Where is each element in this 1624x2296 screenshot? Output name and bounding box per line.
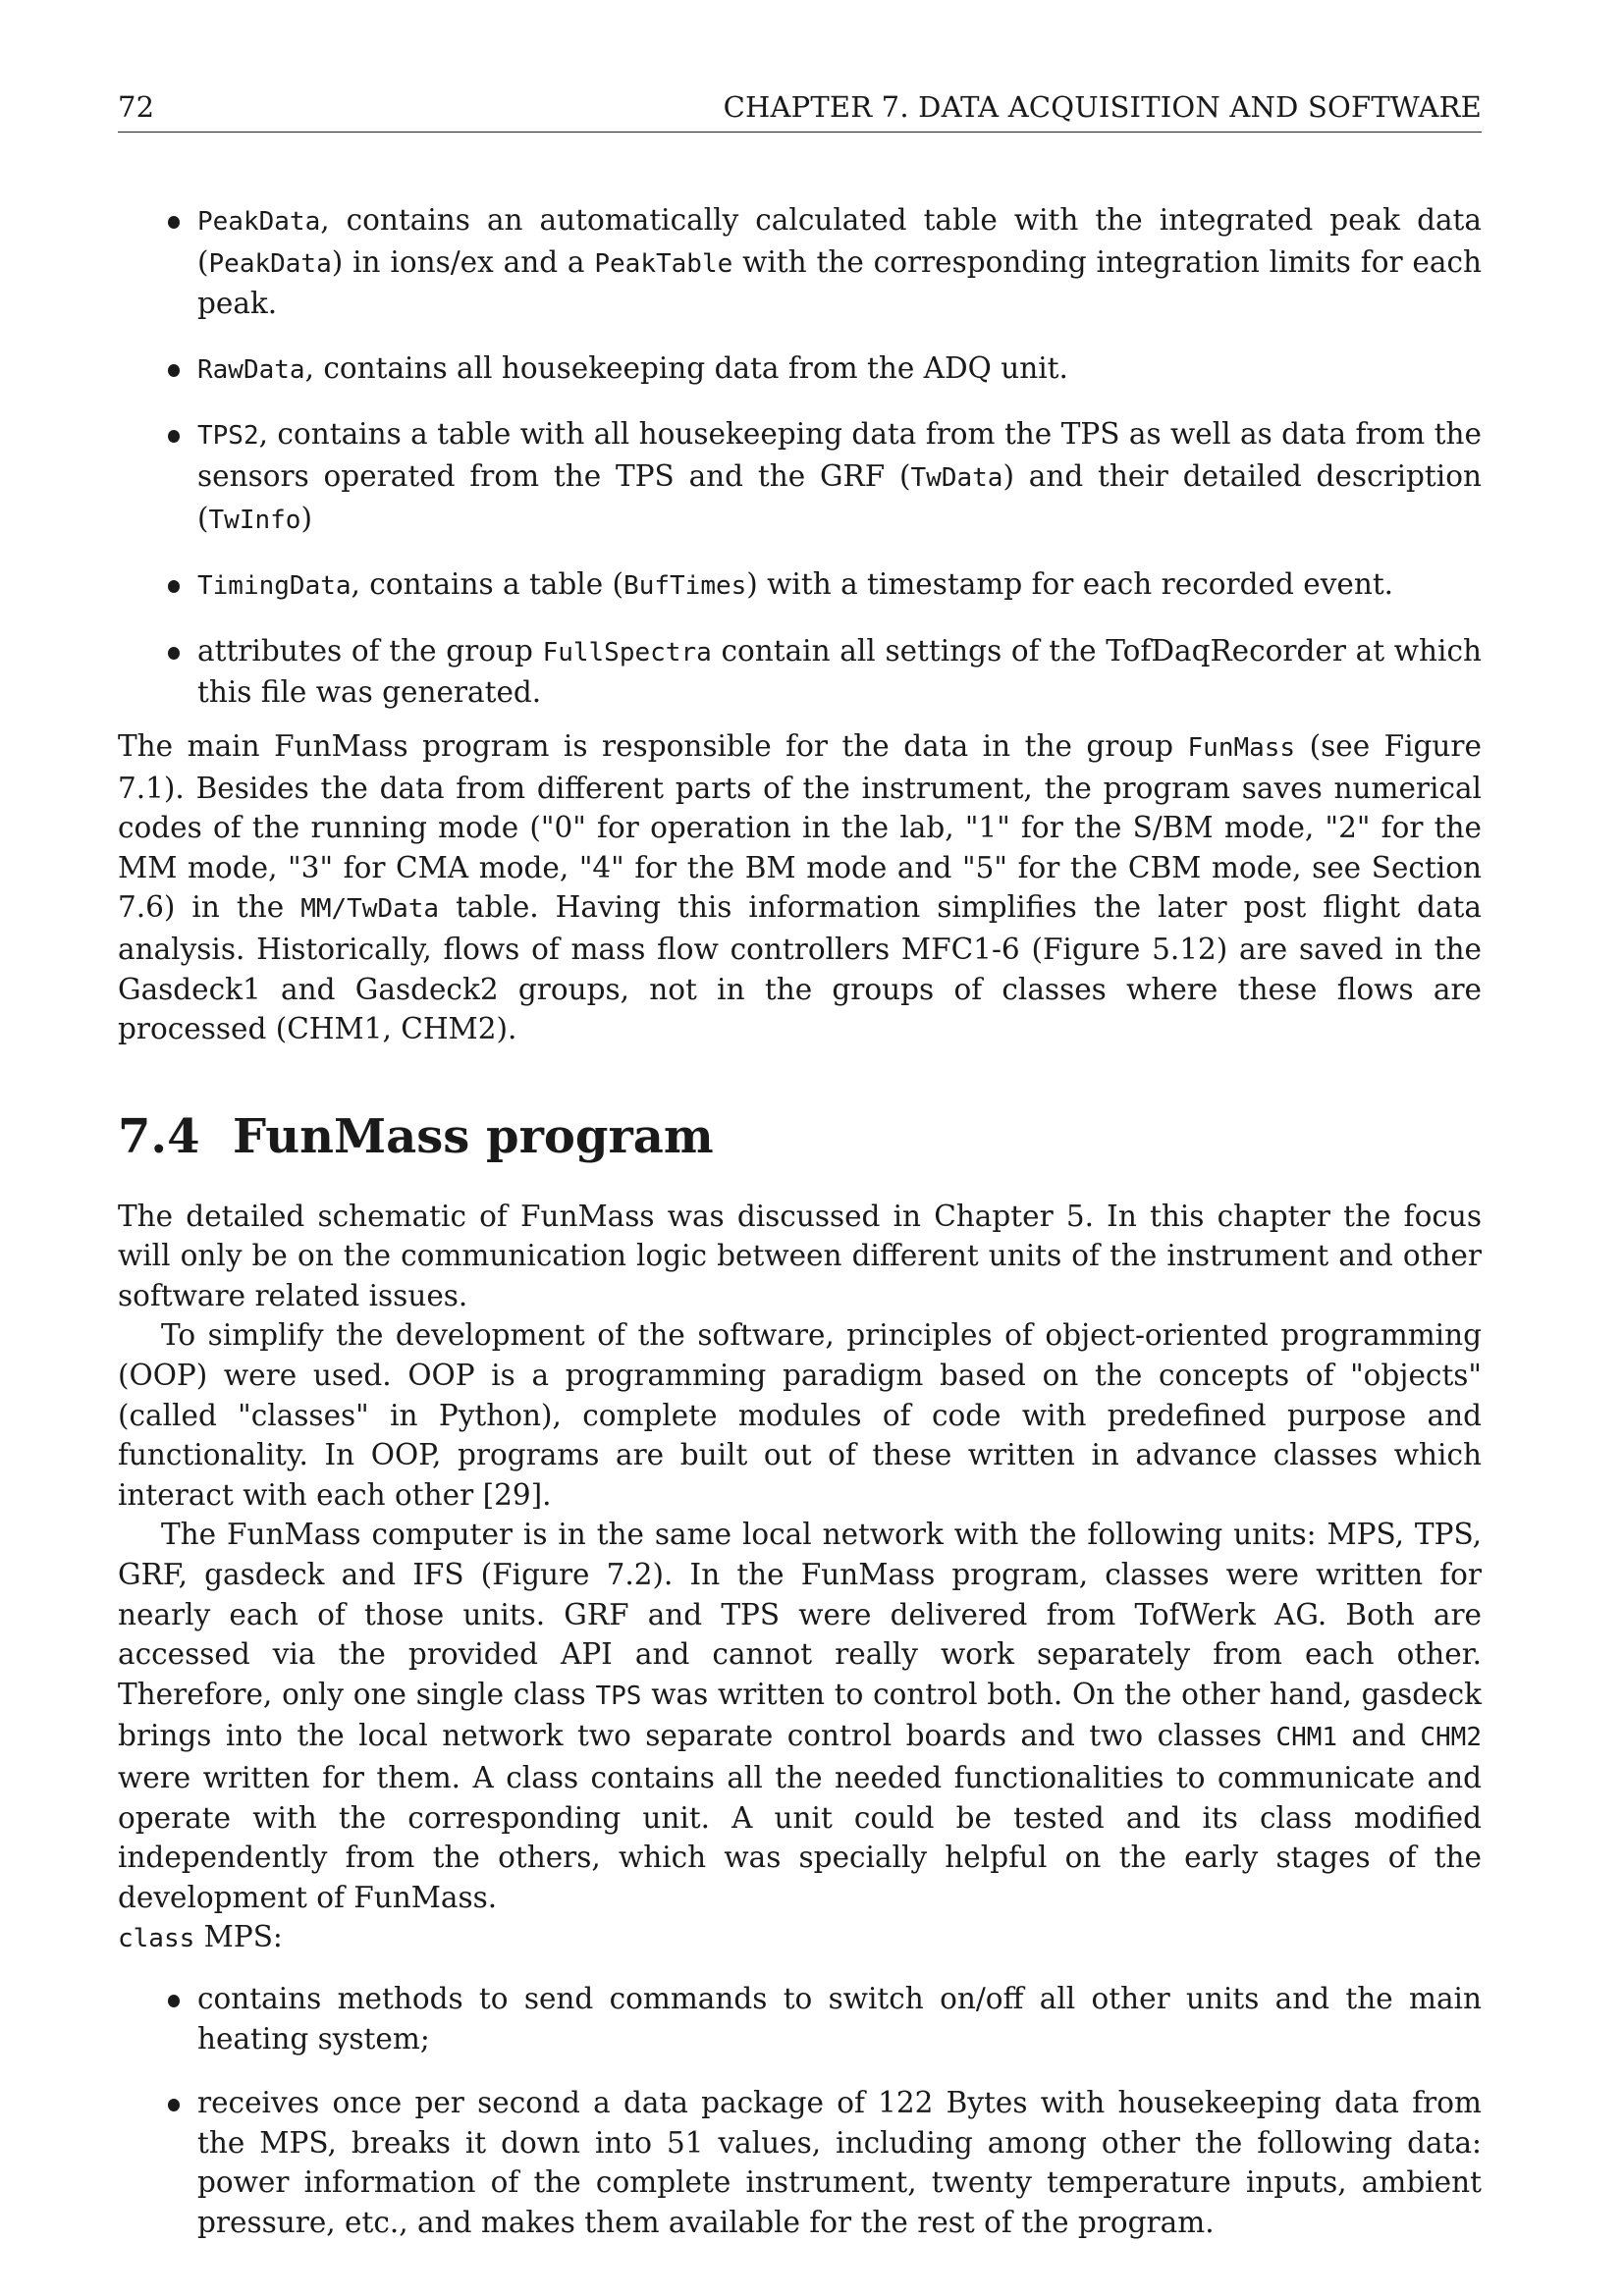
page-body <box>118 200 1482 2268</box>
section-title: FunMass program <box>233 1108 714 1164</box>
page-number: 72 <box>118 90 155 124</box>
section-number: 7.4 <box>118 1108 200 1164</box>
list-item-mps-housekeeping: receives once per second a data package of 122 Bytes with housekeeping data from the MPS, breaks it down into 51 values, including among other the following data: power information of the complete instrument, twenty temperature inputs, ambient pressure, etc., and makes them available for the rest of the program. <box>118 2083 1482 2242</box>
chapter-title: CHAPTER 7. DATA ACQUISITION AND SOFTWARE <box>723 90 1482 124</box>
list-item-peakdata: PeakData, contains an automatically calculated table with the integrated peak data (PeakData) in ions/ex and a PeakTable with the corresponding integration limits for each peak. <box>118 200 1482 324</box>
paragraph-intro: The detailed schematic of FunMass was discussed in Chapter 5. In this chapter the focus will only be on the communication logic between different units of the instrument and other software related issues. <box>118 1199 1482 1312</box>
list-item-timingdata: TimingData, contains a table (BufTimes) with a timestamp for each recorded event. <box>118 564 1482 607</box>
list-item-mps-commands: contains methods to send commands to switch on/off all other units and the main heating system; <box>118 1979 1482 2058</box>
list-item-attributes: attributes of the group FullSpectra contain all settings of the TofDaqRecorder at which this file was generated. <box>118 631 1482 713</box>
hdf5-group-list <box>118 200 1482 713</box>
header-rule <box>118 132 1482 133</box>
list-item-rawdata: RawData, contains all housekeeping data from the ADQ unit. <box>118 348 1482 391</box>
mps-class-list <box>118 1979 1482 2243</box>
paragraph-oop: To simplify the development of the software, principles of object-oriented programming (OOP) were used. OOP is a programming paradigm based on the concepts of "objects" (called "classes" in Python), complete modules of code with predefined purpose and functionality. In OOP, programs are built out of these written in advance classes which interact with each other [29]. <box>118 1318 1482 1512</box>
class-mps-label: class MPS: <box>118 1920 283 1954</box>
list-item-tps2: TPS2, contains a table with all housekeeping data from the TPS as well as data from the sensors operated from the TPS and the GRF (TwData) and their detailed description (TwInfo) <box>118 414 1482 540</box>
running-header <box>118 90 1482 133</box>
section-heading <box>118 1110 1482 1163</box>
paragraph-funmass-group: The main FunMass program is responsible for the data in the group FunMass (see Figure 7.1). Besides the data from different parts of the instrument, the program saves numerical codes of the running mode ("0" for operation in the lab, "1" for the S/BM mode, "2" for the MM mode, "3" for CMA mode, "4" for the BM mode and "5" for the CBM mode, see Section 7.6) in the MM/TwData table. Having this information simplifies the later post flight data analysis. Historically, flows of mass flow controllers MFC1-6 (Figure 5.12) are saved in the Gasdeck1 and Gasdeck2 groups, not in the groups of classes where these flows are processed (CHM1, CHM2). <box>118 728 1482 1046</box>
paragraph-network: The FunMass computer is in the same local network with the following units: MPS, TPS, GRF, gasdeck and IFS (Figure 7.2). In the FunMass program, classes were written for nearly each of those units. GRF and TPS were delivered from TofWerk AG. Both are accessed via the provided API and cannot really work separately from each other. Therefore, only one single class TPS was written to control both. On the other hand, gasdeck brings into the local network two separate control boards and two classes CHM1 and CHM2 were written for them. A class contains all the needed functionalities to communicate and operate with the corresponding unit. A unit could be tested and its class modified independently from the others, which was specially helpful on the early stages of the development of FunMass. <box>118 1518 1483 1914</box>
